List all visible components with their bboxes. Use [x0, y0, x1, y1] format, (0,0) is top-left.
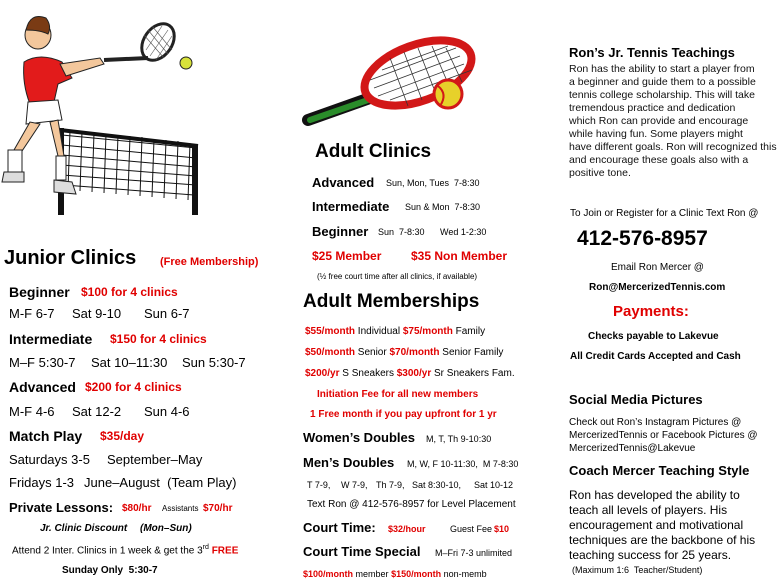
coach-line-2: teach all levels of players. His [569, 503, 728, 517]
court-time-note: (½ free court time after all clinics, if available) [317, 272, 478, 281]
coach-line-3: encouragement and motivational [569, 518, 744, 532]
membership-senior-label: Senior [357, 347, 387, 358]
junior-clinics-title: Junior Clinics [4, 247, 137, 269]
adult-member-price: $25 Member [312, 249, 382, 263]
adult-memberships-title: Adult Memberships [303, 291, 480, 312]
court-special-non-member-price: $150/month [391, 569, 442, 579]
court-special-prices [303, 569, 487, 579]
junior-beginner-sched-2: Sat 9-10 [72, 306, 122, 321]
guest-fee-label: Guest Fee [450, 524, 493, 534]
email-label: Email Ron Mercer @ [611, 262, 704, 273]
ron-teachings-title: Ron’s Jr. Tennis Teachings [569, 45, 735, 60]
court-special-non-member-label: non-memb [443, 569, 487, 579]
join-register-note: To Join or Register for a Clinic Text Ron @ [570, 208, 759, 219]
coach-line-4: techniques are the backbone of his [569, 533, 756, 547]
payments-cards: All Credit Cards Accepted and Cash [570, 351, 741, 362]
match-play-label: Match Play [9, 428, 83, 444]
ron-bio-line-9: positive tone. [569, 167, 631, 179]
attend-free: FREE [211, 545, 239, 557]
mens-doubles-day-5: Sat 10-12 [474, 480, 514, 490]
coach-ratio: (Maximum 1:6 Teacher/Student) [572, 565, 703, 575]
private-lessons-price: $80/hr [122, 503, 152, 514]
membership-individual-label: Individual [357, 326, 401, 337]
ron-bio-line-7: have different goals. Ron will recognized this [569, 141, 777, 153]
jr-clinic-discount-days: (Mon–Sun) [140, 523, 192, 534]
womens-doubles-label: Women’s Doubles [303, 430, 415, 445]
ron-bio-line-3: tennis college scholarship. This will take [569, 89, 755, 101]
attend-inter-clinics [12, 544, 238, 556]
court-time-special-label: Court Time Special [303, 544, 421, 559]
womens-doubles-sched: M, T, Th 9-10:30 [426, 434, 492, 444]
initiation-fee: Initiation Fee for all new members [317, 389, 479, 400]
junior-advanced-sched-2: Sat 12-2 [72, 404, 122, 419]
email-address[interactable]: Ron@MercerizedTennis.com [589, 282, 726, 293]
junior-beginner-label: Beginner [9, 284, 70, 300]
tennis-player-illustration [0, 0, 200, 215]
mens-doubles-label: Men’s Doubles [303, 455, 395, 470]
ron-bio-line-6: while having fun. Some players might [569, 128, 743, 140]
adult-intermediate-sched: Sun & Mon 7-8:30 [405, 202, 481, 212]
court-special-member-label: member [355, 569, 389, 579]
payments-title: Payments: [613, 303, 689, 320]
junior-advanced-sched-1: M-F 4-6 [9, 404, 55, 419]
membership-sr-sneakers-label: Sr Sneakers Fam. [434, 368, 515, 379]
junior-membership-note: (Free Membership) [160, 256, 259, 268]
private-assistants-price: $70/hr [203, 503, 233, 514]
adult-non-member-price: $35 Non Member [411, 249, 508, 263]
adult-clinics-title: Adult Clinics [315, 141, 432, 162]
sunday-only: Sunday Only 5:30-7 [62, 565, 158, 576]
junior-advanced-label: Advanced [9, 379, 76, 395]
membership-sr-sneakers-price: $300/yr [396, 368, 432, 379]
adult-beginner-sched-2: Wed 1-2:30 [440, 227, 487, 237]
ron-bio-line-1: Ron has the ability to start a player from [569, 63, 755, 75]
membership-row-sneakers [305, 368, 515, 379]
membership-senior-family-label: Senior Family [442, 347, 504, 358]
membership-individual-price: $55/month [305, 326, 356, 337]
match-play-season-1: September–May [107, 452, 203, 467]
mens-doubles-day-4: Sat 8:30-10, [412, 480, 462, 490]
junior-intermediate-sched-2: Sat 10–11:30 [91, 355, 168, 370]
junior-beginner-sched-1: M-F 6-7 [9, 306, 55, 321]
membership-senior-family-price: $70/month [389, 347, 440, 358]
social-line-1: Check out Ron’s Instagram Pictures @ [569, 417, 742, 428]
membership-row-senior [305, 347, 503, 358]
adult-advanced-label: Advanced [312, 175, 375, 190]
membership-sneakers-price: $200/yr [305, 368, 340, 379]
match-play-sched-2: Fridays 1-3 [9, 475, 75, 490]
court-time-label: Court Time: [303, 520, 376, 535]
ron-bio-line-4: tremendous practice and dedication [569, 102, 736, 114]
mens-doubles-day-3: Th 7-9, [376, 480, 405, 490]
court-time-price: $32/hour [388, 524, 426, 534]
mens-doubles-sched: M, W, F 10-11:30, M 7-8:30 [407, 459, 519, 469]
adult-beginner-sched-1: Sun 7-8:30 [378, 227, 425, 237]
adult-beginner-label: Beginner [312, 224, 369, 239]
social-media-title: Social Media Pictures [569, 392, 703, 407]
junior-intermediate-sched-3: Sun 5:30-7 [182, 355, 246, 370]
attend-text: Attend 2 Inter. Clinics in 1 week & get the 3 [12, 545, 203, 557]
phone-number[interactable]: 412-576-8957 [577, 227, 708, 250]
junior-intermediate-label: Intermediate [9, 331, 93, 347]
coach-line-1: Ron has developed the ability to [569, 488, 740, 502]
racket-illustration [300, 28, 490, 134]
court-special-member-price: $100/month [303, 569, 354, 579]
match-play-sched-1: Saturdays 3-5 [9, 452, 90, 467]
junior-intermediate-price: $150 for 4 clinics [110, 332, 207, 346]
mens-doubles-day-2: W 7-9, [341, 480, 368, 490]
social-line-3: MercerizedTennis@Lakevue [569, 443, 696, 454]
match-play-season-2: June–August (Team Play) [84, 475, 237, 490]
junior-beginner-price: $100 for 4 clinics [81, 285, 178, 299]
membership-sneakers-label: S Sneakers [342, 368, 394, 379]
mens-doubles-day-1: T 7-9, [307, 480, 331, 490]
membership-senior-price: $50/month [305, 347, 356, 358]
guest-fee-price: $10 [494, 524, 510, 534]
adult-intermediate-label: Intermediate [312, 199, 390, 214]
jr-clinic-discount-label: Jr. Clinic Discount [40, 523, 128, 534]
junior-beginner-sched-3: Sun 6-7 [144, 306, 190, 321]
junior-intermediate-sched-1: M–F 5:30-7 [9, 355, 76, 370]
private-lessons-label: Private Lessons: [9, 500, 114, 515]
membership-row-individual [305, 326, 485, 337]
junior-advanced-price: $200 for 4 clinics [85, 380, 182, 394]
adult-advanced-sched: Sun, Mon, Tues 7-8:30 [386, 178, 480, 188]
level-placement-note: Text Ron @ 412-576-8957 for Level Placement [307, 499, 516, 510]
ron-bio-line-5: which Ron can provide and encourage [569, 115, 749, 127]
payments-checks: Checks payable to Lakevue [588, 331, 719, 342]
membership-family-price: $75/month [402, 326, 453, 337]
coach-line-5: teaching success for 25 years. [569, 548, 732, 562]
free-month-offer: 1 Free month if you pay upfront for 1 yr [310, 409, 497, 420]
court-time-special-sched: M–Fri 7-3 unlimited [435, 548, 513, 558]
match-play-price: $35/day [100, 429, 145, 443]
ron-bio-line-2: a beginner and guide them to a possible [569, 76, 756, 88]
junior-advanced-sched-3: Sun 4-6 [144, 404, 190, 419]
social-line-2: MercerizedTennis or Facebook Pictures @ [569, 430, 758, 441]
ron-bio-line-8: and encourage these goals also with a [569, 154, 749, 166]
coach-style-title: Coach Mercer Teaching Style [569, 463, 750, 478]
private-assistants-label: Assistants [162, 504, 199, 513]
attend-sup: rd [202, 544, 209, 551]
membership-family-label: Family [455, 326, 486, 337]
